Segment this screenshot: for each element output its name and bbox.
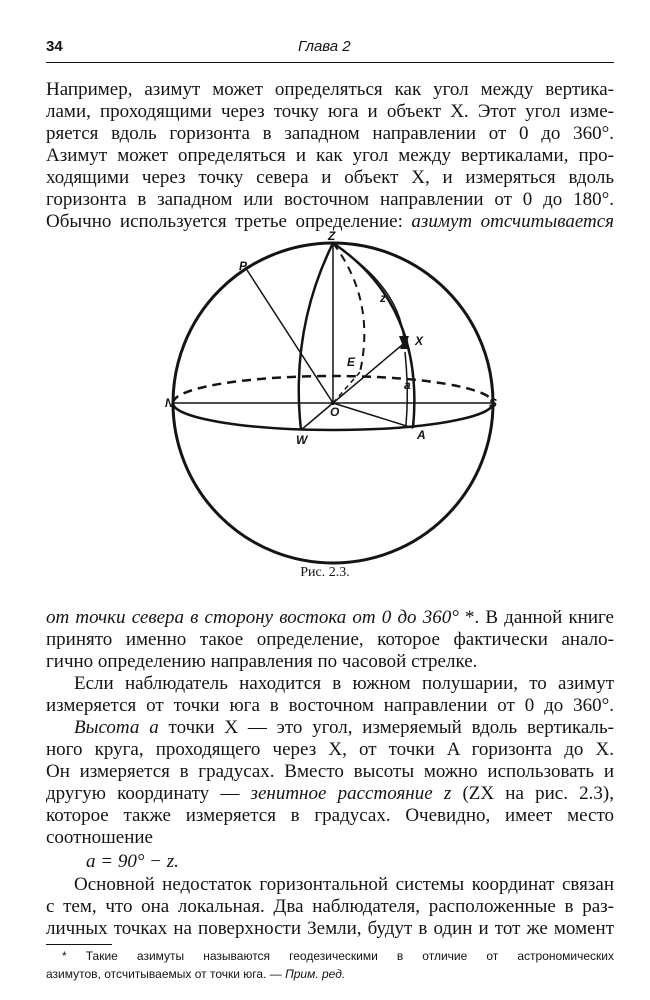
- label-object: X: [415, 334, 424, 348]
- text-line: Основной недостаток горизонтальной системы координат связан: [74, 874, 614, 895]
- azimuth-direction-line: [333, 403, 413, 428]
- label-pole: P: [239, 259, 248, 273]
- text-run: азимутов, отсчитываемых от точки юга. —: [46, 967, 286, 981]
- text-line: [74, 717, 614, 739]
- text-line: которое также измеряется в градусах. Очевидно, имеет место: [46, 805, 614, 826]
- emphasis-text: от точки севера в сторону востока от 0 до 360°: [46, 607, 459, 628]
- text-line: личных точках на поверхности Земли, будут в один и тот же момент: [46, 918, 614, 939]
- text-run: другую координату —: [46, 783, 251, 804]
- text-line: горизонта в западном или восточном направлении от 0 до 180°.: [46, 189, 614, 210]
- page-number: 34: [46, 38, 63, 55]
- text-run: *. В данной книге: [458, 607, 614, 628]
- west-direction-line: [301, 403, 333, 430]
- text-line: измеряется от точки юга в восточном направлении от 0 до 360°.: [46, 695, 614, 716]
- pole-axis: [247, 270, 333, 403]
- formula: a = 90° − z.: [86, 851, 179, 872]
- text-line: принято именно такое определение, которое фактически анало-: [46, 629, 614, 650]
- label-altitude: a: [404, 378, 411, 392]
- text-run: (ZX на рис. 2.3),: [451, 783, 614, 804]
- vertical-circle-east: [333, 243, 364, 372]
- label-zenith: Z: [328, 229, 336, 243]
- label-center: O: [330, 405, 340, 419]
- text-line: лами, проходящими через точку юга и объект X. Этот угол изме-: [46, 101, 614, 122]
- text-run: точки X — это угол, измеряемый вдоль вертикаль-: [158, 717, 615, 738]
- zenith-distance-arc: [342, 250, 404, 340]
- text-line: Например, азимут может определяться как угол между вертика-: [46, 79, 614, 100]
- text-line: ряется вдоль горизонта в западном направлении от 0 до 360°.: [46, 123, 614, 144]
- label-east: E: [347, 355, 356, 369]
- label-north: N: [165, 396, 174, 410]
- text-run: Обычно используется третье определение:: [46, 211, 412, 232]
- vertical-circle-through-x: [333, 243, 414, 428]
- text-line: Азимут может определяться и как угол между вертикалами, про-: [46, 145, 614, 166]
- label-zenith-distance: z: [380, 291, 386, 305]
- label-west: W: [296, 433, 308, 447]
- text-line: ного круга, проходящего через X, от точки A горизонта до X.: [46, 739, 614, 760]
- text-line: [46, 607, 614, 629]
- text-line: ходящими через точку севера и объект X, и измеряться вдоль: [46, 167, 614, 188]
- footnote-line: * Такие азимуты называются геодезическими в отличие от астрономических: [62, 949, 614, 963]
- running-head: Глава 2: [298, 38, 351, 55]
- emphasis-text: Прим. ред.: [285, 967, 346, 981]
- footnote-rule: [46, 944, 112, 945]
- figure-caption: Рис. 2.3.: [300, 565, 350, 580]
- vertical-circle-west: [299, 243, 333, 430]
- label-azimuth-point: A: [417, 428, 426, 442]
- emphasis-text: Высота a: [74, 717, 159, 738]
- text-line: с тем, что она локальная. Два наблюдателя, расположенные в раз-: [46, 896, 614, 917]
- text-line: [46, 783, 614, 805]
- text-line: гично определению направления по часовой стрелке.: [46, 651, 478, 672]
- text-line: соотношение: [46, 827, 153, 848]
- line-of-sight-to-x: [333, 340, 408, 403]
- text-line: Он измеряется в градусах. Вместо высоты можно использовать и: [46, 761, 614, 782]
- text-line: Если наблюдатель находится в южном полушарии, то азимут: [74, 673, 614, 694]
- emphasis-text: зенитное расстояние z: [250, 783, 452, 804]
- footnote-line: [46, 966, 614, 983]
- label-south: S: [489, 396, 498, 410]
- emphasis-text: азимут отсчитывается: [411, 211, 614, 232]
